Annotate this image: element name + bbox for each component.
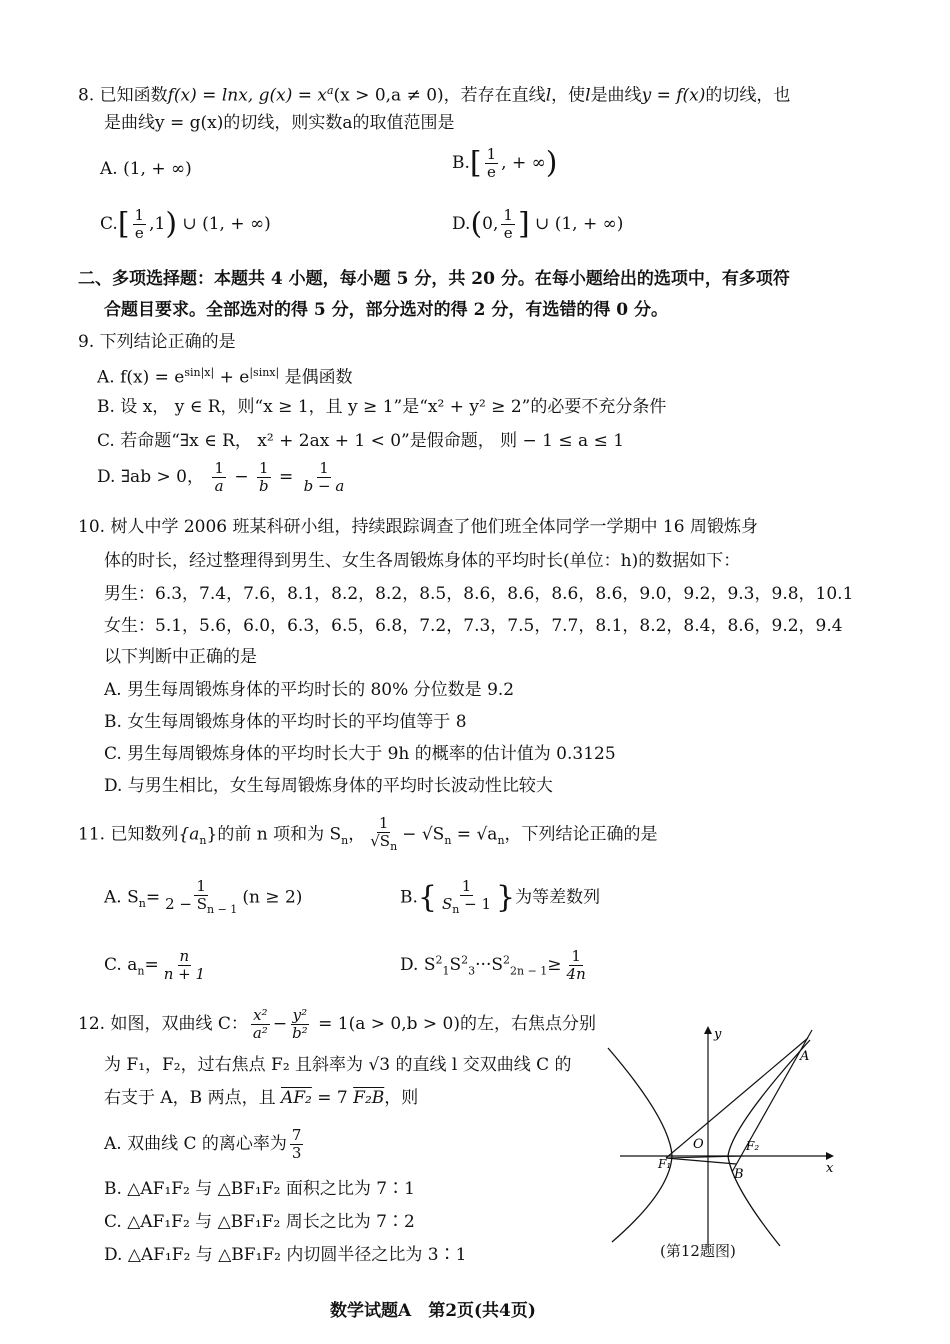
q11-mid-sub: n <box>341 833 349 847</box>
q8-option-c: C.[ $\frac{1}{e}$ ,1) ∪ (1, + ∞) <box>100 206 271 242</box>
q11-a-pre: A. S <box>104 887 139 908</box>
q11-b-den: S <box>442 895 453 913</box>
q12-option-d: D. △AF₁F₂ 与 △BF₁F₂ 内切圆半径之比为 3∶1 <box>104 1245 467 1265</box>
figure-caption: (第12题图) <box>660 1242 736 1260</box>
q11-c-sub: n <box>137 964 145 978</box>
q11-option-d: D. $S^2_1S^2_3\cdot\cdot\cdot S^2_{2n - 1}\ge$ $\frac{1}{4n}$ <box>400 947 586 983</box>
q12-minus: − <box>272 1014 288 1034</box>
q11-fden: √S <box>370 832 391 850</box>
q10-ask: 以下判断中正确的是 <box>104 647 257 667</box>
section2-heading-2: 合题目要求。全部选对的得 5 分，部分选对的得 2 分，有选错的得 0 分。 <box>104 300 668 320</box>
q11-a-den-sub: n − 1 <box>207 903 238 916</box>
q8-b-den: e <box>486 163 496 181</box>
q11-a-post: (n ≥ 2) <box>242 887 303 908</box>
q11-d-num: 1 <box>571 947 581 965</box>
q9-a-text: A. f(x) = e <box>97 367 185 388</box>
q11-post: ，下列结论正确的是 <box>504 824 658 845</box>
q11-b-den-sub: n <box>452 903 460 916</box>
q10-option-b: B. 女生每周锻炼身体的平均时长的平均值等于 8 <box>104 712 467 732</box>
q10-option-c: C. 男生每周锻炼身体的平均时长大于 9h 的概率的估计值为 0.3125 <box>104 744 616 764</box>
q11-option-c <box>104 948 210 983</box>
q9-d-minus: − <box>234 467 249 487</box>
label-o: O <box>693 1137 704 1152</box>
q9-option-a <box>97 362 353 389</box>
q10-option-d: D. 与男生相比，女生每周锻炼身体的平均时长波动性比较大 <box>104 776 553 796</box>
q11-a-num: 1 <box>196 877 206 895</box>
y-axis-arrow <box>704 1026 712 1034</box>
q11-c-frac <box>162 948 207 983</box>
q8-d-num: 1 <box>503 206 513 224</box>
hyperbola-figure <box>600 1020 840 1250</box>
q12-a-den: 3 <box>291 1144 302 1162</box>
q9-d-f2d: b <box>258 477 269 495</box>
q8-c-post: ,1 <box>149 214 166 234</box>
q9-d-f1n: 1 <box>214 459 224 477</box>
q9-a-text3: 是偶函数 <box>279 367 353 388</box>
label-b: B <box>734 1167 744 1182</box>
q11-c-eq: = <box>144 955 159 975</box>
q11-b-num: 1 <box>461 877 472 895</box>
q11-a-sub: n <box>138 896 146 910</box>
q8-b-label: B. <box>452 153 470 173</box>
q12-option-a <box>104 1127 306 1162</box>
q8-c-label: C. <box>100 214 118 234</box>
q9-d-eq: = <box>278 467 294 487</box>
section2-heading: 二、多项选择题：本题共 4 小题，每小题 5 分，共 20 分。在每小题给出的选项中，有多项符 <box>78 269 790 289</box>
q11-fnum: 1 <box>378 814 389 832</box>
q8-option-b: B.[ $\frac{1}{e}$ , + ∞) <box>452 145 558 181</box>
segment-f1-a <box>666 1038 808 1158</box>
q10-female-data: 女生：5.1，5.6，6.0，6.3，6.5，6.8，7.2，7.3，7.5，7.7，8.1，8.2，8.4，8.6，9.2，9.4 <box>104 616 843 636</box>
q9-a-sup1: sin|x| <box>184 366 215 379</box>
q10-line2: 体的时长，经过整理得到男生、女生各周锻炼身体的平均时长(单位：h)的数据如下： <box>104 551 741 571</box>
q11-stem <box>78 815 658 855</box>
q11-d-mid: ···S <box>475 955 503 975</box>
q12-line3 <box>104 1087 418 1109</box>
q12-a-pre: A. 双曲线 C 的离心率为 <box>104 1134 287 1154</box>
q11-a-frac <box>163 878 239 918</box>
q12-l3a: 右支于 A，B 两点，且 <box>104 1088 281 1108</box>
q11-pre: 11. 已知数列 <box>78 824 179 845</box>
q9-d-frac2 <box>257 460 271 495</box>
q11-a-eq: = <box>145 887 161 908</box>
q12-a-frac <box>290 1127 304 1162</box>
q11-d-frac <box>565 948 588 983</box>
q9-stem: 9. 下列结论正确的是 <box>78 332 236 352</box>
q12-f2n: y² <box>292 1006 308 1024</box>
label-f1: F₁ <box>658 1157 672 1171</box>
label-y: y <box>714 1027 722 1042</box>
q9-option-d <box>97 460 349 495</box>
q12-l3c: ，则 <box>384 1088 419 1108</box>
q8-line1 <box>78 80 790 107</box>
q11-seq: {a <box>178 824 200 845</box>
q10-line1: 10. 树人中学 2006 班某科研小组，持续跟踪调查了他们班全体同学一学期中 16 周锻炼身 <box>78 517 758 537</box>
q8-text4: 的切线，也 <box>705 85 791 106</box>
q11-eq2-sub: n <box>497 833 505 847</box>
q9-a-sup2: |sinx| <box>249 366 280 379</box>
q11-d-s3: 2n − 1 <box>510 964 548 978</box>
q8-c-den: e <box>134 224 144 242</box>
q11-c-pre: C. a <box>104 955 138 975</box>
q8-option-d: D.(0, $\frac{1}{e}$ ] ∪ (1, + ∞) <box>452 206 624 242</box>
q9-d-f3n: 1 <box>319 459 329 477</box>
q11-c-den: n + 1 <box>163 965 206 983</box>
q11-seq-close: } <box>206 824 218 845</box>
q8-option-a: A. (1, + ∞) <box>100 159 192 179</box>
q8-text: 8. 已知函数 <box>78 85 168 106</box>
q12-option-b: B. △AF₁F₂ 与 △BF₁F₂ 面积之比为 7∶1 <box>104 1179 415 1199</box>
q11-a-den: 2 − S <box>165 895 208 913</box>
q9-d-frac3 <box>302 460 347 495</box>
q8-sup: a <box>326 84 334 97</box>
q8-cond: (x > 0,a ≠ 0)，若存在直线 <box>333 85 546 106</box>
hyperbola-left-branch <box>608 1048 672 1242</box>
q8-b-post: , + ∞ <box>501 153 546 173</box>
q11-comma: ， <box>348 824 366 845</box>
q8-l: l <box>545 85 552 106</box>
q8-b-frac <box>485 146 499 181</box>
q8-b-num: 1 <box>486 145 497 163</box>
q11-mid: 的前 n 项和为 S <box>217 824 342 845</box>
q12-a-num: 7 <box>291 1126 302 1144</box>
q12-l1b: = 1(a > 0,b > 0)的左，右焦点分别 <box>312 1014 596 1034</box>
q12-vec2: F₂B <box>353 1088 385 1108</box>
q11-option-a <box>104 878 302 918</box>
q11-c-num: n <box>179 947 190 965</box>
q9-d-f2n: 1 <box>259 459 269 477</box>
q12-line2: 为 F₁，F₂，过右焦点 F₂ 且斜率为 √3 的直线 l 交双曲线 C 的 <box>104 1055 572 1075</box>
x-axis-arrow <box>826 1152 834 1160</box>
q11-seq-sub: n <box>199 833 207 847</box>
q12-l1a: 12. 如图，双曲线 C： <box>78 1014 248 1034</box>
q10-male-data: 男生：6.3，7.4，7.6，8.1，8.2，8.2，8.5，8.6，8.6，8.6，8.6，9.0，9.2，9.3，9.8，10.1 <box>104 584 854 604</box>
q11-d-pre: D. S <box>400 955 436 975</box>
q8-l2: l <box>585 85 591 106</box>
q12-frac2 <box>290 1007 310 1042</box>
q8-d-frac <box>501 207 515 242</box>
label-a: A <box>800 1049 810 1064</box>
q11-eq: − √S <box>402 824 445 845</box>
q8-curve: y = f(x) <box>641 85 706 106</box>
q11-b-post: 为等差数列 <box>515 887 601 908</box>
q11-d-s1: 1 <box>442 964 450 978</box>
q8-c-num: 1 <box>134 206 145 224</box>
segment-f1-b <box>666 1158 736 1164</box>
q8-d-tail: ∪ (1, + ∞) <box>535 214 624 234</box>
q8-text3: 是曲线 <box>590 85 642 106</box>
q11-option-b: B.{ $\frac{1}{S_n - 1}$ }为等差数列 <box>400 877 601 916</box>
q9-d-f3d: b − a <box>303 477 345 495</box>
label-x: x <box>826 1161 834 1176</box>
q11-eq-sub: n <box>444 833 452 847</box>
q8-c-tail: ∪ (1, + ∞) <box>182 214 271 234</box>
q11-b-pre: B. <box>400 887 418 908</box>
label-f2: F₂ <box>746 1139 760 1153</box>
q12-f1d: a² <box>252 1024 268 1042</box>
q9-d-f1d: a <box>214 477 224 495</box>
q9-a-text2: + e <box>214 367 250 388</box>
q11-d-s2: 3 <box>468 964 476 978</box>
q12-f2d: b² <box>292 1024 308 1042</box>
q11-frac <box>368 815 399 855</box>
q11-d-geq: ≥ <box>547 955 562 975</box>
q12-line1 <box>78 1007 596 1042</box>
q11-fden-sub: n <box>390 840 398 853</box>
q12-option-c: C. △AF₁F₂ 与 △BF₁F₂ 周长之比为 7∶2 <box>104 1212 415 1232</box>
q8-line2: 是曲线y = g(x)的切线，则实数a的取值范围是 <box>104 113 455 133</box>
q11-b-den-tail: − 1 <box>459 895 492 913</box>
q10-option-a: A. 男生每周锻炼身体的平均时长的 80% 分位数是 9.2 <box>104 680 515 700</box>
q9-d-frac1 <box>212 460 226 495</box>
q12-vec1: AF₂ <box>280 1088 312 1108</box>
q8-func: f(x) = lnx, g(x) = x <box>167 85 327 106</box>
q8-d-den: e <box>503 224 513 242</box>
q8-d-label: D. <box>452 214 471 234</box>
q8-c-frac <box>133 207 147 242</box>
q12-l3b: = 7 <box>311 1088 354 1108</box>
page-footer: 数学试题A 第2页(共4页) <box>330 1301 536 1321</box>
q11-eq2: = √a <box>451 824 498 845</box>
q8-text2: ，使 <box>551 85 586 106</box>
q11-b-frac <box>440 878 493 918</box>
q11-d-den: 4n <box>566 965 586 983</box>
q12-frac1 <box>251 1007 270 1042</box>
q9-option-b: B. 设 x， y ∈ R，则“x ≥ 1，且 y ≥ 1”是“x² + y² ≥ 2”的必要不充分条件 <box>97 397 667 417</box>
q9-d-pre: D. ∃ab > 0， <box>97 467 204 487</box>
q9-option-c: C. 若命题“∃x ∈ R， x² + 2ax + 1 < 0”是假命题， 则 − 1 ≤ a ≤ 1 <box>97 431 625 451</box>
q8-d-a: 0, <box>482 214 499 234</box>
q12-f1n: x² <box>253 1006 268 1024</box>
